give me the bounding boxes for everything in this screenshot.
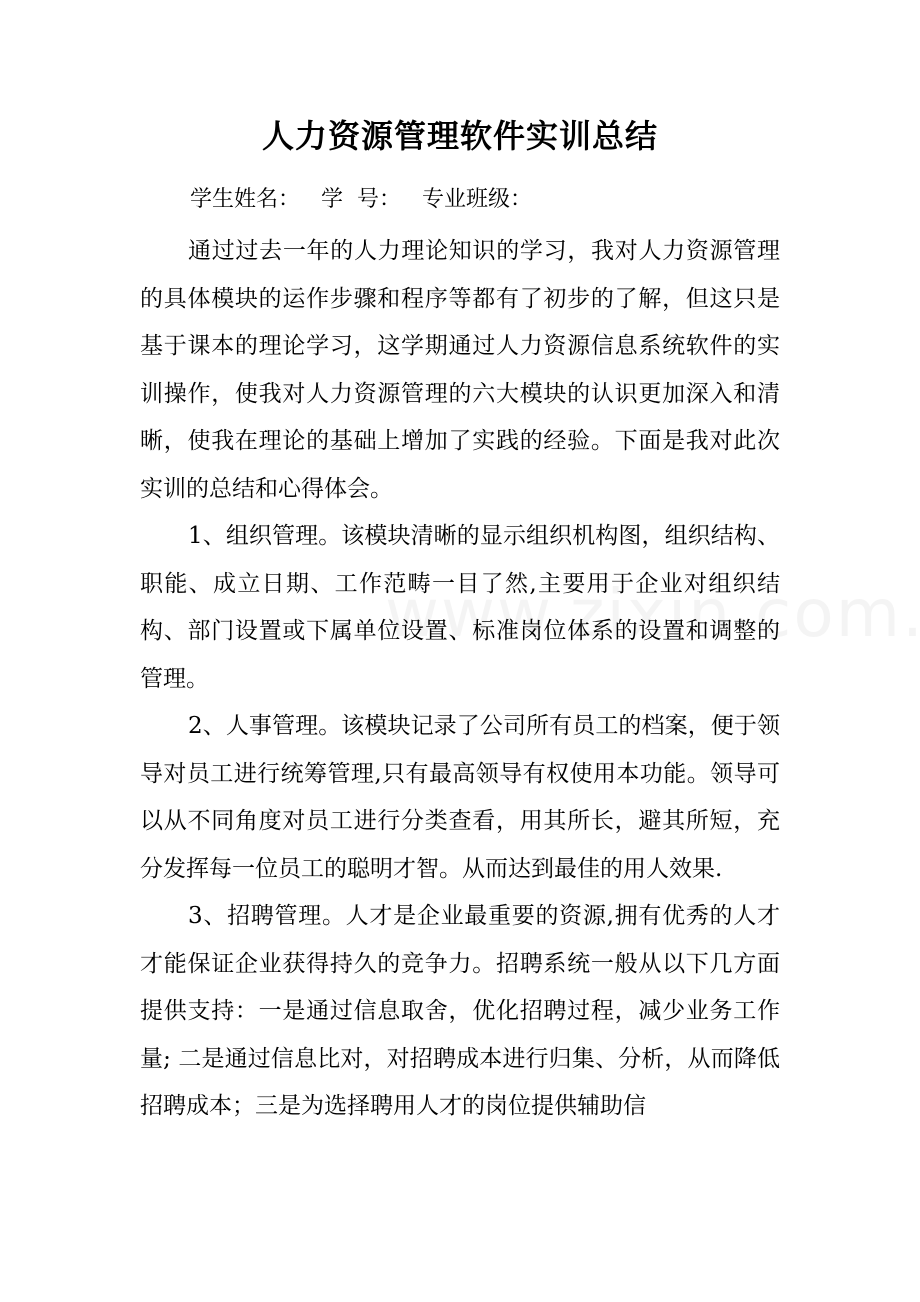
paragraph-organization-management: 1、组织管理。该模块清晰的显示组织机构图，组织结构、职能、成立日期、工作范畴一目了然,主要用于企业对组织结构、部门设置或下属单位设置、标准岗位体系的设置和调整的管理。	[140, 523, 780, 692]
paragraph-recruitment-management: 3、招聘管理。人才是企业最重要的资源,拥有优秀的人才才能保证企业获得持久的竞争力。招聘系统一般从以下几方面提供支持：一是通过信息取舍，优化招聘过程，减少业务工作量; 二是通过信息比对，对招聘成本进行归集、分析，从而降低招聘成本；三是为选择聘用人才的岗位提供辅助信	[140, 903, 780, 1119]
student-info-line: 学生姓名： 学 号： 专业班级：	[190, 187, 532, 212]
paragraph-intro: 通过过去一年的人力理论知识的学习，我对人力资源管理的具体模块的运作步骤和程序等都有了初步的了解，但这只是基于课本的理论学习，这学期通过人力资源信息系统软件的实训操作，使我对人力资源管理的六大模块的认识更加深入和清晰，使我在理论的基础上增加了实践的经验。下面是我对此次实训的总结和心得体会。	[140, 238, 780, 502]
paragraph-personnel-management: 2、人事管理。该模块记录了公司所有员工的档案，便于领导对员工进行统筹管理,只有最高领导有权使用本功能。领导可以从不同角度对员工进行分类查看，用其所长，避其所短，充分发挥每一位员工的聪明才智。从而达到最佳的用人效果.	[140, 713, 780, 882]
document-body	[140, 228, 780, 1131]
document-title: 人力资源管理软件实训总结	[261, 117, 658, 155]
